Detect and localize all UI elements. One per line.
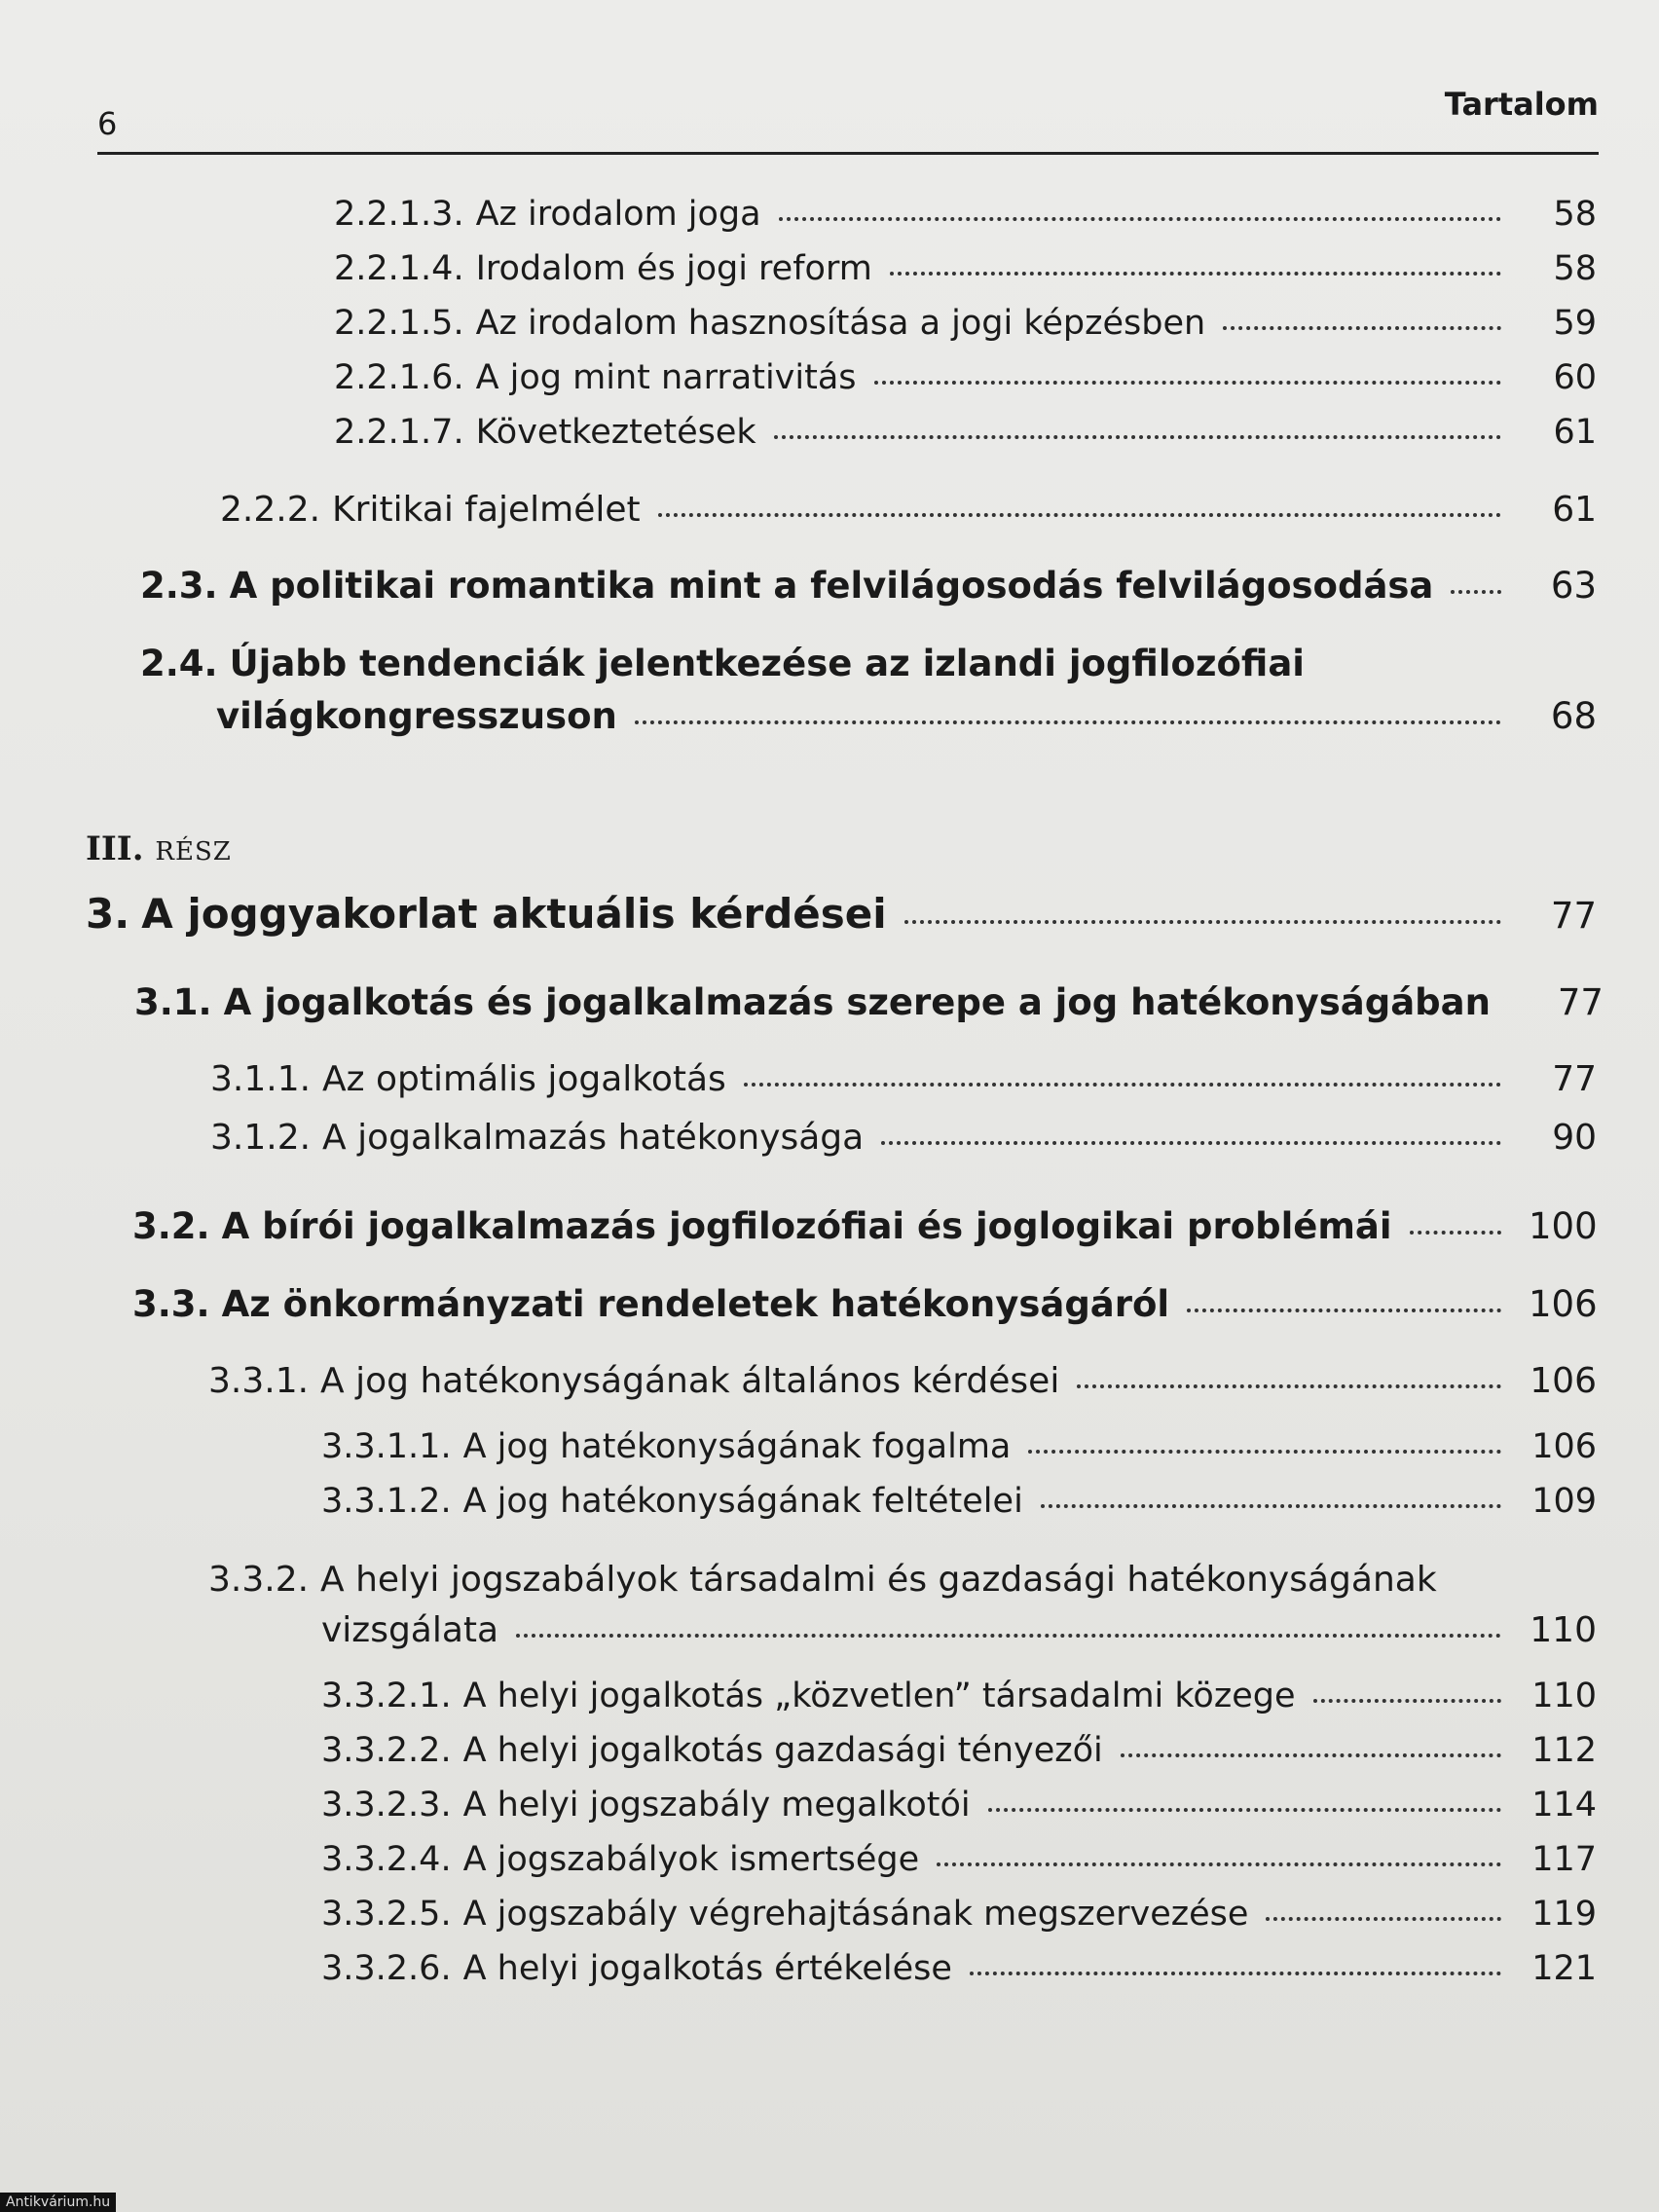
entry-title: A jog mint narrativitás (475, 358, 857, 397)
entry-title: A jogszabályok ismertsége (462, 1840, 920, 1879)
leader-dots (1121, 1750, 1501, 1757)
toc-entry (140, 565, 1597, 611)
entry-page: 110 (1530, 1610, 1597, 1650)
entry-title: A jogalkalmazás hatékonysága (322, 1118, 865, 1158)
entry-page: 90 (1552, 1118, 1597, 1158)
toc-entry (132, 1283, 1597, 1330)
entry-number: 2.2.1.4. (334, 249, 464, 288)
toc-entry (140, 643, 1597, 689)
toc-entry (321, 1949, 1597, 1996)
entry-title: Újabb tendenciák jelentkezése az izlandi jogfilozófiai (229, 643, 1305, 684)
toc-entry (208, 1560, 1597, 1606)
toc-entry (334, 249, 1597, 296)
entry-title-continuation: világkongresszuson (216, 695, 617, 737)
entry-page: 117 (1531, 1840, 1597, 1879)
entry-title: A helyi jogszabály megalkotói (462, 1786, 971, 1825)
toc-entry (334, 413, 1597, 460)
site-watermark: Antikvárium.hu (0, 2193, 116, 2212)
leader-dots (744, 1079, 1501, 1087)
entry-page: 100 (1529, 1205, 1598, 1247)
leader-dots (970, 1968, 1501, 1975)
entry-title: A jogalkotás és jogalkalmazás szerepe a jog hatékonyságában (223, 981, 1491, 1023)
entry-title: Kritikai fajelmélet (332, 490, 641, 530)
entry-page: 59 (1553, 304, 1597, 343)
entry-title: Következtetések (475, 413, 756, 452)
leader-dots (890, 268, 1501, 276)
toc-entry (321, 1786, 1597, 1832)
entry-page: 121 (1531, 1949, 1597, 1988)
toc-entry (321, 1895, 1597, 1941)
entry-number: 2.2.1.7. (334, 413, 464, 452)
entry-title: Az irodalom hasznosítása a jogi képzésben (475, 304, 1206, 343)
entry-number: 2.3. (140, 565, 218, 607)
entry-number: 3.3.2.6. (321, 1949, 452, 1988)
leader-dots (1266, 1913, 1501, 1921)
leader-dots (658, 509, 1501, 517)
entry-title: A jog hatékonyságának feltételei (462, 1482, 1023, 1521)
entry-title: A joggyakorlat aktuális kérdései (141, 890, 887, 938)
entry-number: 3.3.2.3. (321, 1786, 452, 1825)
leader-dots (988, 1804, 1501, 1812)
entry-title-continuation: vizsgálata (321, 1610, 499, 1650)
entry-page: 110 (1531, 1677, 1597, 1715)
leader-dots (1077, 1381, 1501, 1388)
page-number: 6 (97, 105, 118, 142)
toc-entry (210, 1118, 1597, 1164)
entry-title: A helyi jogszabályok társadalmi és gazdasági hatékonyságának (320, 1560, 1437, 1600)
entry-title: A helyi jogalkotás „közvetlen” társadalmi közege (462, 1677, 1296, 1715)
entry-number: 3.3.2.1. (321, 1677, 452, 1715)
entry-number: 3.3.1. (208, 1361, 310, 1401)
entry-number: 3.3.1.1. (321, 1427, 452, 1466)
toc-entry (334, 304, 1597, 350)
entry-page: 61 (1553, 413, 1597, 452)
entry-number: 3.3.2.5. (321, 1895, 452, 1934)
leader-dots (937, 1859, 1501, 1866)
entry-title: A jog hatékonyságának fogalma (462, 1427, 1012, 1466)
part-heading (86, 830, 232, 868)
entry-number: 2.2.2. (220, 490, 321, 530)
leader-dots (635, 717, 1501, 724)
entry-number: 2.2.1.5. (334, 304, 464, 343)
entry-number: 2.2.1.3. (334, 195, 464, 234)
header-rule (97, 152, 1599, 155)
toc-entry-continuation (216, 695, 1597, 742)
toc-entry (321, 1427, 1597, 1474)
entry-page: 60 (1553, 358, 1597, 397)
leader-dots (774, 431, 1501, 439)
toc-entry (134, 981, 1604, 1028)
entry-number: 3.3. (132, 1283, 210, 1325)
entry-title: Irodalom és jogi reform (475, 249, 872, 288)
toc-entry-continuation (321, 1610, 1597, 1657)
toc-entry (321, 1840, 1597, 1887)
entry-number: 3.1.2. (210, 1118, 312, 1158)
leader-dots (1223, 322, 1501, 330)
entry-number: 3.3.1.2. (321, 1482, 452, 1521)
entry-page: 77 (1557, 981, 1604, 1023)
part-numeral: III. (86, 830, 144, 868)
entry-page: 112 (1531, 1731, 1597, 1770)
entry-title: A politikai romantika mint a felvilágosodás felvilágosodása (229, 565, 1434, 607)
entry-title: A jogszabály végrehajtásának megszervezése (462, 1895, 1249, 1934)
leader-dots (1451, 586, 1501, 594)
entry-title: Az optimális jogalkotás (322, 1059, 726, 1099)
entry-number: 3.1.1. (210, 1059, 312, 1099)
toc-entry (86, 890, 1597, 937)
toc-entry (321, 1482, 1597, 1529)
entry-number: 2.4. (140, 643, 218, 684)
entry-number: 3.3.2.2. (321, 1731, 452, 1770)
entry-title: A bírói jogalkalmazás jogfilozófiai és joglogikai problémái (221, 1205, 1392, 1247)
toc-entry (220, 490, 1597, 536)
leader-dots (1410, 1227, 1501, 1235)
toc-entry (210, 1059, 1597, 1106)
entry-page: 68 (1550, 695, 1597, 737)
entry-page: 106 (1529, 1283, 1598, 1325)
entry-page: 63 (1550, 565, 1597, 607)
entry-page: 58 (1553, 195, 1597, 234)
entry-title: A helyi jogalkotás értékelése (462, 1949, 952, 1988)
entry-number: 3.3.2.4. (321, 1840, 452, 1879)
leader-dots (1028, 1446, 1501, 1454)
toc-entry (334, 195, 1597, 241)
entry-number: 3.1. (134, 981, 212, 1023)
toc-entry (334, 358, 1597, 405)
toc-entry (132, 1205, 1597, 1252)
entry-page: 106 (1530, 1361, 1597, 1401)
leader-dots (904, 916, 1501, 924)
entry-page: 119 (1531, 1895, 1597, 1934)
toc-entry (321, 1677, 1597, 1723)
entry-number: 2.2.1.6. (334, 358, 464, 397)
entry-page: 58 (1553, 249, 1597, 288)
leader-dots (1187, 1305, 1501, 1312)
leader-dots (779, 213, 1501, 221)
entry-title: Az önkormányzati rendeletek hatékonyságáról (221, 1283, 1170, 1325)
leader-dots (881, 1137, 1501, 1145)
entry-page: 61 (1552, 490, 1597, 530)
entry-number: 3.2. (132, 1205, 210, 1247)
leader-dots (1041, 1500, 1501, 1508)
toc-entry (208, 1361, 1597, 1408)
leader-dots (874, 377, 1501, 385)
entry-page: 109 (1531, 1482, 1597, 1521)
entry-title: A helyi jogalkotás gazdasági tényezői (462, 1731, 1103, 1770)
leader-dots (1313, 1695, 1502, 1703)
entry-title: Az irodalom joga (475, 195, 761, 234)
entry-page: 106 (1531, 1427, 1597, 1466)
toc-entry (321, 1731, 1597, 1778)
running-header-title: Tartalom (1444, 86, 1599, 123)
entry-title: A jog hatékonyságának általános kérdései (320, 1361, 1060, 1401)
leader-dots (516, 1630, 1501, 1638)
entry-page: 114 (1531, 1786, 1597, 1825)
entry-number: 3.3.2. (208, 1560, 310, 1600)
entry-page: 77 (1552, 1059, 1597, 1099)
part-word: RÉSZ (155, 837, 232, 866)
entry-number: 3. (86, 890, 130, 938)
entry-page: 77 (1550, 895, 1597, 937)
